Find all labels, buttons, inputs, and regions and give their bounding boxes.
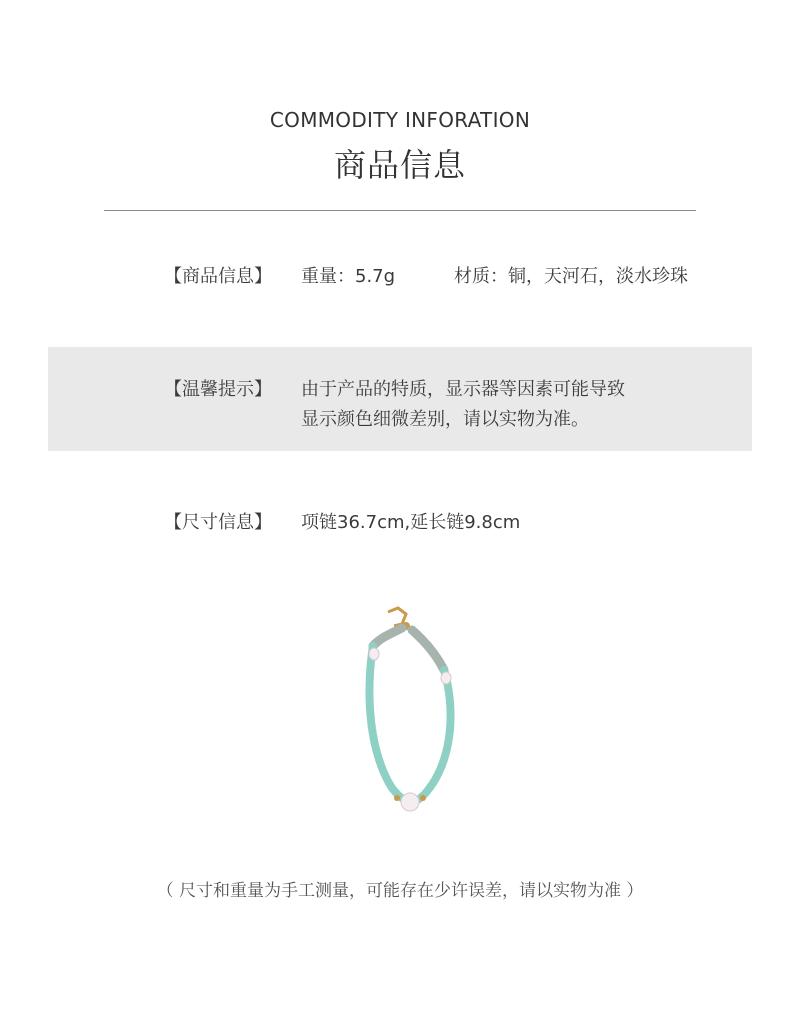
divider	[104, 210, 696, 211]
info-label: 【商品信息】	[164, 266, 272, 287]
tip-line-2: 显示颜色细微差别，请以实物为准。	[301, 409, 589, 430]
weight-value: 重量：5.7g	[301, 266, 396, 287]
page-title-en: COMMODITY INFORATION	[269, 108, 531, 132]
footer-note: （ 尺寸和重量为手工测量，可能存在少许误差，请以实物为准 ）	[156, 881, 644, 901]
tip-label: 【温馨提示】	[164, 379, 272, 400]
necklace-image	[340, 600, 480, 815]
tip-line-1: 由于产品的特质，显示器等因素可能导致	[301, 379, 625, 400]
material-value: 材质：铜，天河石，淡水珍珠	[454, 266, 688, 287]
size-value: 项链36.7cm,延长链9.8cm	[301, 512, 521, 533]
page-title-cn: 商品信息	[333, 146, 466, 184]
size-label: 【尺寸信息】	[164, 512, 272, 533]
